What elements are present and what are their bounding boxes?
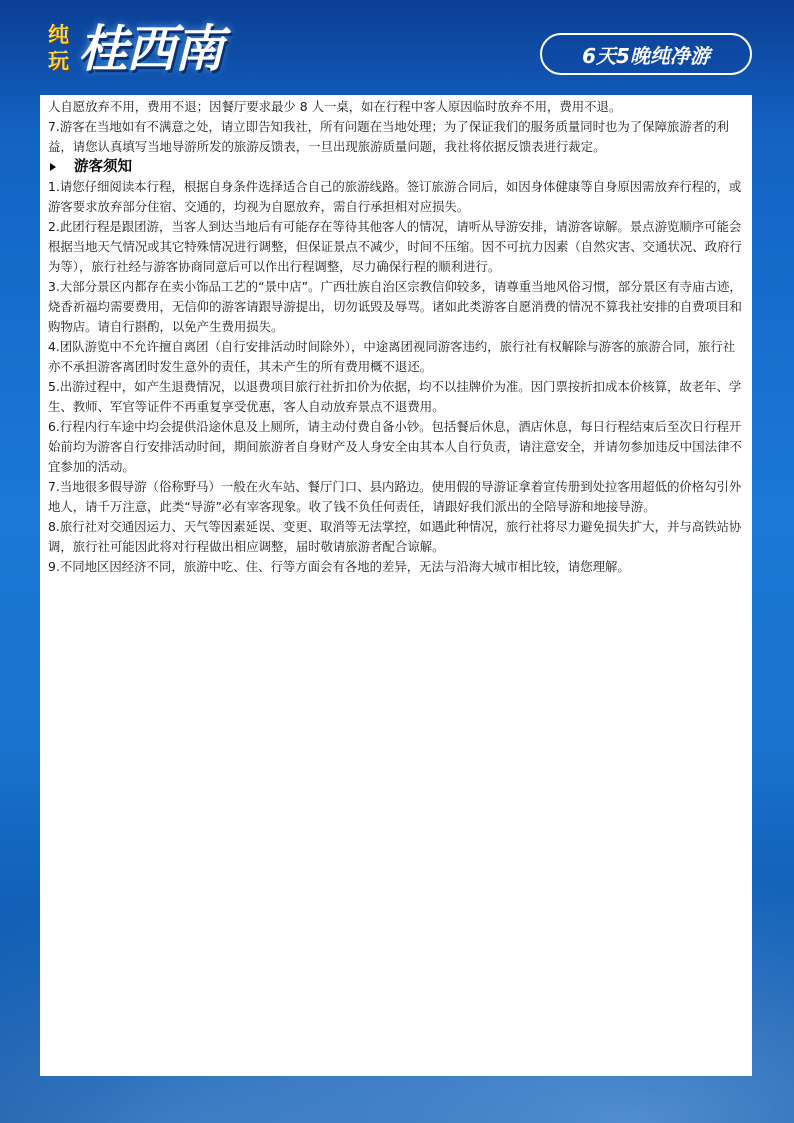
notice-item: 5.出游过程中，如产生退费情况，以退费项目旅行社折扣价为依据，均不以挂牌价为准。因门票按折扣成本价核算，故老年、学生、教师、军官等证件不再重复享受优惠，客人自动放弃景点不退费用。 [48, 379, 742, 414]
content-panel [40, 95, 752, 1076]
arrow-bullet-icon [50, 163, 56, 171]
intro-line: 人自愿放弃不用，费用不退；因餐厅要求最少 8 人一桌，如在行程中客人原因临时放弃不用，费用不退。 [48, 99, 622, 114]
notice-item: 6.行程内行车途中均会提供沿途休息及上厕所，请主动付费自备小钞。包括餐后休息，酒店休息，每日行程结束后至次日行程开始前均为游客自行安排活动时间，期间旅游者自身财产及人身安全由其本人自行负责，请注意安全，并请勿参加违反中国法律不宜参加的活动。 [48, 419, 742, 474]
notice-item: 3.大部分景区内都存在卖小饰品工艺的“景中店”。广西壮族自治区宗教信仰较多，请尊重当地风俗习惯，部分景区有寺庙古迹，烧香祈福均需要费用，无信仰的游客请跟导游提出，切勿诋毁及辱骂。诸如此类游客自愿消费的情况不算我社安排的自费项目和购物店。请自行斟酌，以免产生费用损失。 [48, 279, 742, 334]
notice-item: 8.旅行社对交通因运力、天气等因素延误、变更、取消等无法掌控，如遇此种情况，旅行社将尽力避免损失扩大，并与高铁站协调，旅行社可能因此将对行程做出相应调整，届时敬请旅游者配合谅解。 [48, 519, 742, 554]
trip-subtitle-text: 6天5晚纯净游 [582, 43, 710, 68]
section-heading-text: 游客须知 [74, 159, 132, 175]
logo-small-text: 纯玩 [48, 23, 69, 73]
intro-line: 7.游客在当地如有不满意之处，请立即告知我社，所有问题在当地处理；为了保证我们的服务质量同时也为了保障旅游者的利益，请您认真填写当地导游所发的旅游反馈表，一旦出现旅游质量问题，我社将依据反馈表进行裁定。 [48, 119, 729, 154]
notice-item: 9.不同地区因经济不同，旅游中吃、住、行等方面会有各地的差异，无法与沿海大城市相比较，请您理解。 [48, 559, 630, 574]
notice-item: 2.此团行程是跟团游，当客人到达当地后有可能存在等待其他客人的情况，请听从导游安排，请游客谅解。景点游览顺序可能会根据当地天气情况或其它特殊情况进行调整，但保证景点不减少，时间不压缩。因不可抗力因素（自然灾害、交通状况、政府行为等），旅行社经与游客协商同意后可以作出行程调整，尽力确保行程的顺利进行。 [48, 219, 742, 274]
notice-item: 4.团队游览中不允许擅自离团（自行安排活动时间除外），中途离团视同游客违约，旅行社有权解除与游客的旅游合同，旅行社亦不承担游客离团时发生意外的责任，其未产生的所有费用概不退还。 [48, 339, 736, 374]
notice-item: 1.请您仔细阅读本行程，根据自身条件选择适合自己的旅游线路。签订旅游合同后，如因身体健康等自身原因需放弃行程的，或游客要求放弃部分住宿、交通的，均视为自愿放弃，需自行承担相对应损失。 [48, 179, 742, 214]
trip-subtitle-badge [540, 33, 752, 75]
notice-item: 7.当地很多假导游（俗称野马）一般在火车站、餐厅门口、县内路边。使用假的导游证拿着宣传册到处拉客用超低的价格勾引外地人，请千万注意，此类“导游”必有宰客现象。收了钱不负任何责任，请跟好我们派出的全陪导游和地接导游。 [48, 479, 742, 514]
logo-title: 桂西南 [78, 20, 222, 78]
header-banner [0, 0, 794, 95]
section-heading [48, 157, 742, 177]
